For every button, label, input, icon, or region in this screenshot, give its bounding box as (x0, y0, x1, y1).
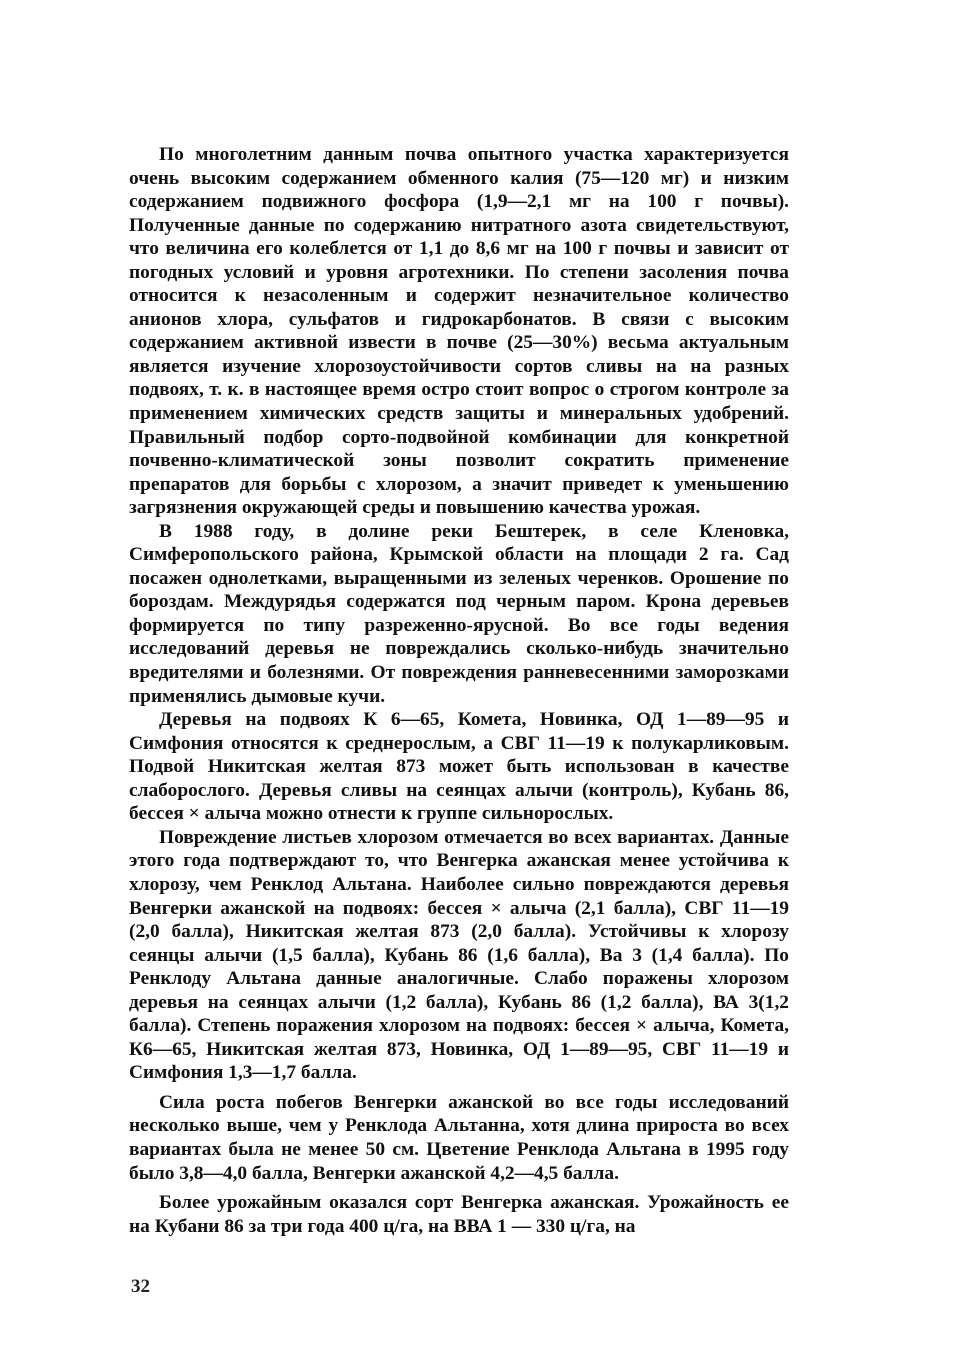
paragraph-chlorosis-damage: Повреждение листьев хлорозом отмечается во всех вариантах. Данные этого года подтверждают то, что Венгерка ажанская менее устойчива к хлорозу, чем Ренклод Альтана. Наиболее сильно повреждаются деревья Венгерки ажанской на подвоях: бессея × алыча (2,1 балла), СВГ 11—19 (2,0 балла), Никитская желтая 873 (2,0 балла). Устойчивы к хлорозу сеянцы алычи (1,5 балла), Кубань 86 (1,6 балла), Ва 3 (1,4 балла). По Ренклоду Альтана данные аналогичные. Слабо поражены хлорозом деревья на сеянцах алычи (1,2 балла), Кубань 86 (1,2 балла), ВА 3(1,2 балла). Степень поражения хлорозом на подвоях: бессея × алыча, Комета, К6—65, Никитская желтая 873, Новинка, ОД 1—89—95, СВГ 11—19 и Симфония 1,3—1,7 балла. (129, 826, 789, 1084)
paragraph-yield: Более урожайным оказался сорт Венгерка ажанская. Урожайность ее на Кубани 86 за три года 400 ц/га, на ВВА 1 — 330 ц/га, на (129, 1192, 789, 1237)
paragraph-shoot-growth: Сила роста побегов Венгерки ажанской во все годы исследований несколько выше, чем у Ренклода Альтанна, хотя длина прироста во всех вариантах была не менее 50 см. Цветение Ренклода Альтана в 1995 году было 3,8—4,0 балла, Венгерки ажанской 4,2—4,5 балла. (129, 1091, 789, 1184)
paragraph-orchard-location: В 1988 году, в долине реки Бештерек, в селе Кленовка, Симферопольского района, Крымской области на площади 2 га. Сад посажен однолетками, выращенными из зеленых черенков. Орошение по бороздам. Междурядья содержатся под черным паром. Крона деревьев формируется по типу разреженно-ярусной. Во все годы ведения исследований деревья не повреждались сколько-нибудь значительно вредителями и болезнями. От повреждения ранневесенними заморозками применялись дымовые кучи. (129, 520, 789, 707)
paragraph-rootstock-vigor: Деревья на подвоях К 6—65, Комета, Новинка, ОД 1—89—95 и Симфония относятся к среднерослым, а СВГ 11—19 к полукарликовым. Подвой Никитская желтая 873 может быть использован в качестве слаборослого. Деревья сливы на сеянцах алычи (контроль), Кубань 86, бессея × алыча можно отнести к группе сильнорослых. (129, 709, 789, 825)
paragraph-soil-characteristics: По многолетним данным почва опытного участка характеризуется очень высоким содержанием обменного калия (75—120 мг) и низким содержанием подвижного фосфора (1,9—2,1 мг на 100 г почвы). Полученные данные по содержанию нитратного азота свидетельствуют, что величина его колеблется от 1,1 до 8,6 мг на 100 г почвы и зависит от погодных условий и уровня агротехники. По степени засоления почва относится к незасоленным и содержит незначительное количество анионов хлора, сульфатов и гидрокарбонатов. В связи с высоким содержанием активной извести в почве (25—30%) весьма актуальным является изучение хлорозоустойчивости сортов сливы на на разных подвоях, т. к. в настоящее время остро стоит вопрос о строгом контроле за применением химических средств защиты и минеральных удобрений. Правильный подбор сорто-подвойной комбинации для конкретной почвенно-климатической зоны позволит сократить применение препаратов для борьбы с хлорозом, а значит приведет к уменьшению загрязнения окружающей среды и повышению качества урожая. (129, 144, 789, 519)
body-text (129, 143, 789, 1238)
page-number: 32 (131, 1276, 150, 1297)
